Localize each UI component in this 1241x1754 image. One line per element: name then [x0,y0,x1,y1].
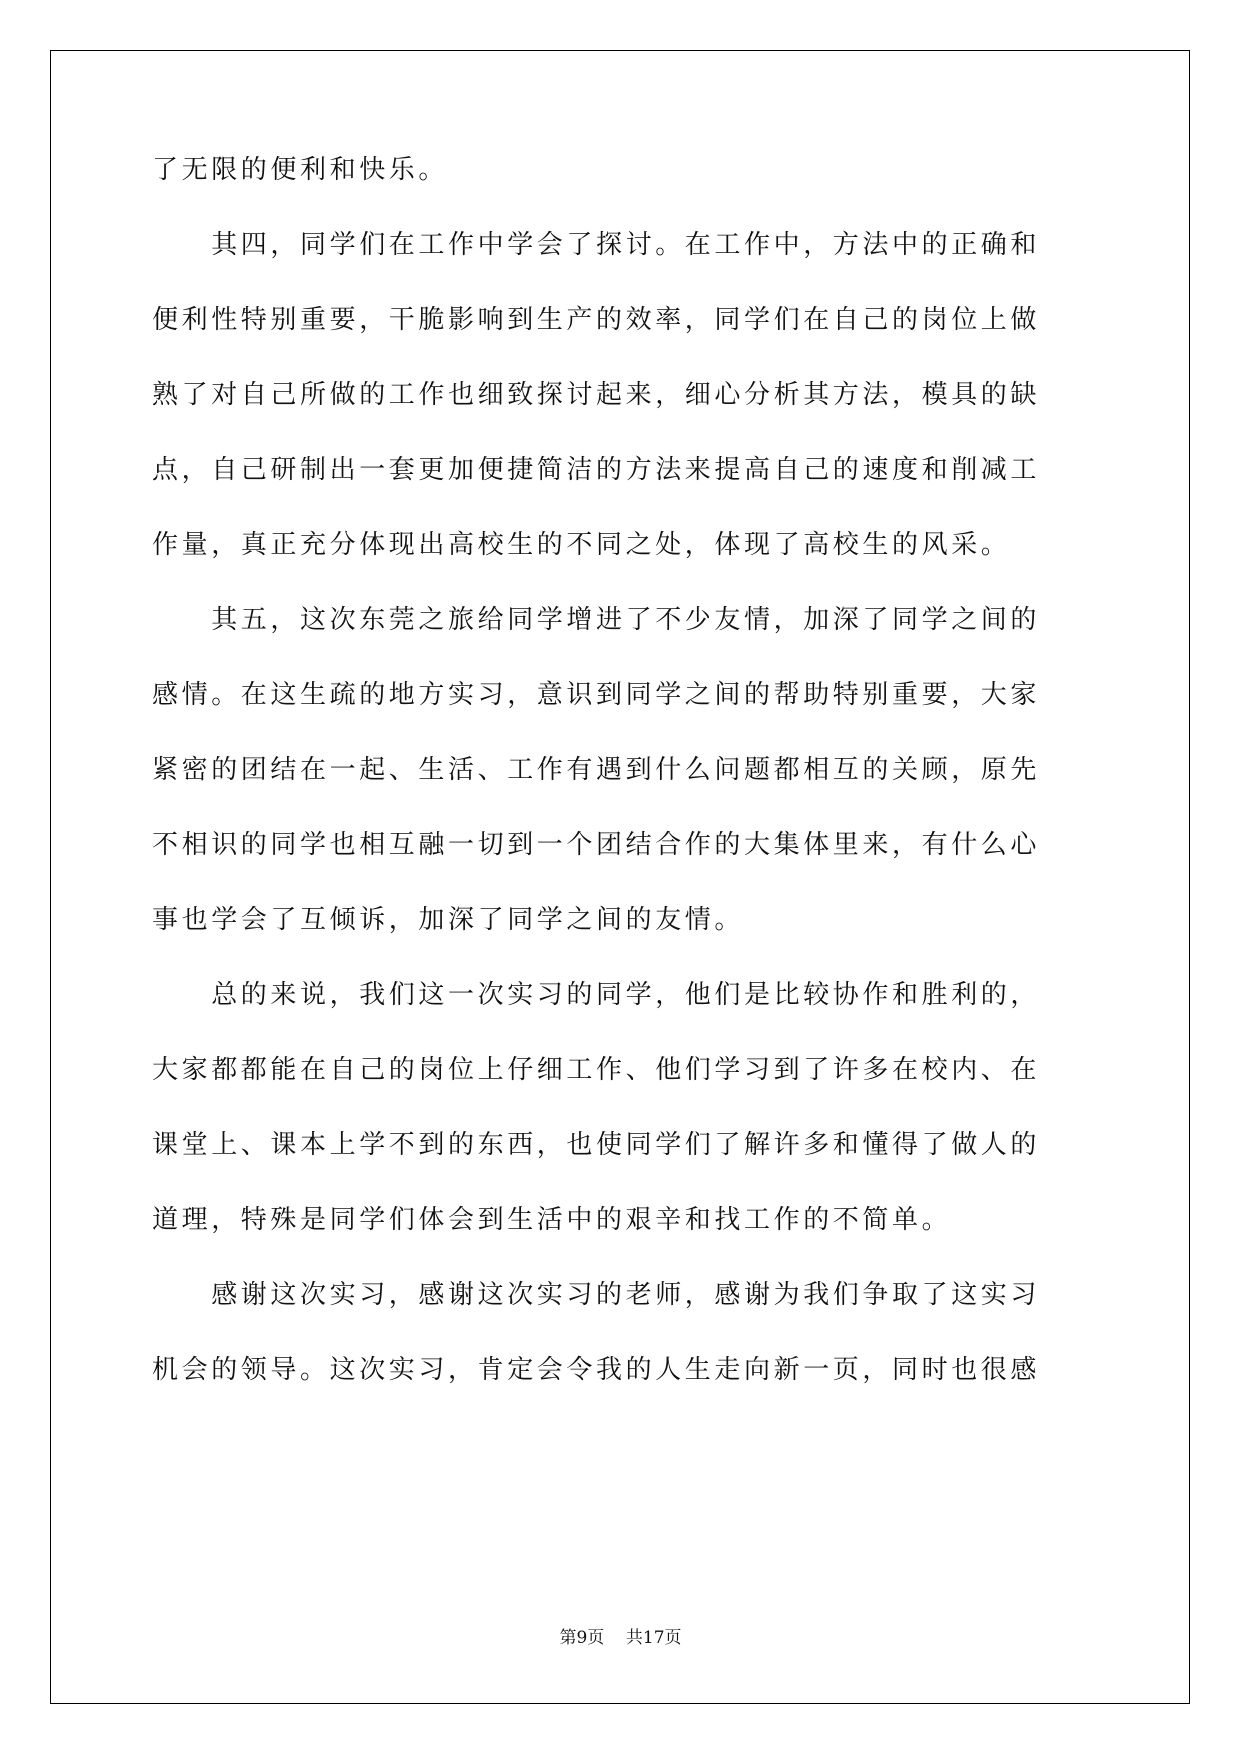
page-border [50,50,1190,1704]
text-line: 熟了对自己所做的工作也细致探讨起来，细心分析其方法，模具的缺 [152,380,1041,410]
text-line: 其五，这次东莞之旅给同学增进了不少友情，加深了同学之间的 [152,605,1041,635]
text-line: 事也学会了互倾诉，加深了同学之间的友情。 [152,905,745,935]
text-line: 了无限的便利和快乐。 [152,155,449,185]
text-line: 总的来说，我们这一次实习的同学，他们是比较协作和胜利的， [152,980,1041,1010]
text-line: 紧密的团结在一起、生活、工作有遇到什么问题都相互的关顾，原先 [152,755,1041,785]
total-pages: 共17页 [625,1628,682,1648]
page-number: 第9页 [559,1628,605,1648]
text-line: 不相识的同学也相互融一切到一个团结合作的大集体里来，有什么心 [152,830,1041,860]
text-line: 点，自己研制出一套更加便捷简洁的方法来提高自己的速度和削减工 [152,455,1041,485]
text-line: 感情。在这生疏的地方实习，意识到同学之间的帮助特别重要，大家 [152,680,1041,710]
text-line: 感谢这次实习，感谢这次实习的老师，感谢为我们争取了这实习 [152,1280,1041,1310]
text-line: 大家都都能在自己的岗位上仔细工作、他们学习到了许多在校内、在 [152,1055,1041,1085]
text-line: 便利性特别重要，干脆影响到生产的效率，同学们在自己的岗位上做 [152,305,1041,335]
text-line: 机会的领导。这次实习，肯定会令我的人生走向新一页，同时也很感 [152,1355,1041,1385]
page-footer [0,1626,1241,1650]
text-line: 其四，同学们在工作中学会了探讨。在工作中，方法中的正确和 [152,230,1041,260]
text-line: 课堂上、课本上学不到的东西，也使同学们了解许多和懂得了做人的 [152,1130,1041,1160]
text-line: 道理，特殊是同学们体会到生活中的艰辛和找工作的不简单。 [152,1205,952,1235]
text-line: 作量，真正充分体现出高校生的不同之处，体现了高校生的风采。 [152,530,1011,560]
